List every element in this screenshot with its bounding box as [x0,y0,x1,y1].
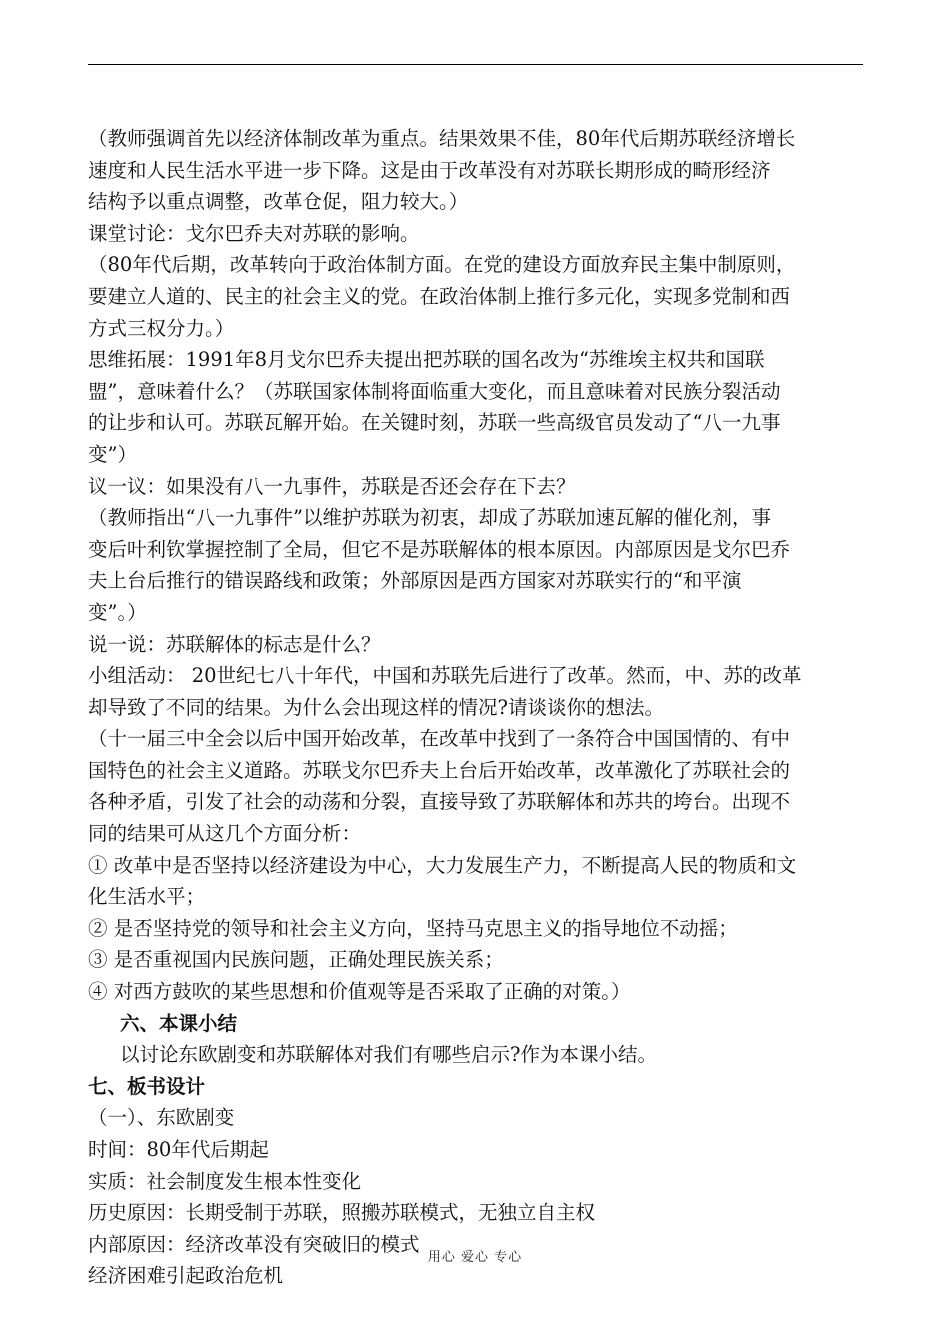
text-line: 方式三权分力。） [88,316,235,340]
text-line: （一）、东欧剧变 [88,1106,235,1130]
text-line: ③ 是否重视国内民族问题，正确处理民族关系； [88,948,504,972]
text-line: 速度和人民生活水平进一步下降。这是由于改革没有对苏联长期形成的畸形经济 [88,158,771,182]
text-line: ④ 对西方鼓吹的某些思想和价值观等是否采取了正确的对策。） [88,980,631,1004]
text-line: 的让步和认可。苏联瓦解开始。在关键时刻，苏联一些高级官员发动了“八一九事 [88,411,781,435]
text-line: 夫上台后推行的错误路线和政策；外部原因是西方国家对苏联实行的“和平演 [88,569,742,593]
text-line: 内部原因：经济改革没有突破旧的模式 [88,1232,420,1256]
page-footer: 用心 爱心 专心 [427,1250,523,1265]
text-line: 变”。） [88,600,147,624]
text-line: 化生活水平； [88,885,206,909]
text-line: 说一说：苏联解体的标志是什么？ [88,632,381,656]
section-heading: 六、本课小结 [120,1011,238,1035]
text-line: 变后叶利钦掌握控制了全局，但它不是苏联解体的根本原因。内部原因是戈尔巴乔 [88,537,791,561]
text-line: （教师强调首先以经济体制改革为重点。结果效果不佳，80年代后期苏联经济增长 [88,127,796,150]
text-line: 以讨论东欧剧变和苏联解体对我们有哪些启示?作为本课小结。 [120,1043,657,1067]
text-line: 实质：社会制度发生根本性变化 [88,1169,362,1193]
header-rule [88,64,863,65]
document-body [88,123,878,1292]
text-line: 国特色的社会主义道路。苏联戈尔巴乔夫上台后开始改革，改革激化了苏联社会的 [88,758,791,782]
text-line: （十一届三中全会以后中国开始改革，在改革中找到了一条符合中国国情的、有中 [88,727,791,751]
text-line: 历史原因：长期受制于苏联，照搬苏联模式，无独立自主权 [88,1201,596,1225]
text-line: 经济困难引起政治危机 [88,1264,284,1288]
text-line: 盟”，意味着什么？（苏联国家体制将面临重大变化，而且意味着对民族分裂活动 [88,379,781,403]
text-line: 变”） [88,442,137,466]
text-line: 却导致了不同的结果。为什么会出现这样的情况?请谈谈你的想法。 [88,695,664,719]
text-line: 各种矛盾，引发了社会的动荡和分裂，直接导致了苏联解体和苏共的垮台。出现不 [88,790,791,814]
text-line: 时间：80年代后期起 [88,1138,269,1161]
text-line: 议一议：如果没有八一九事件，苏联是否还会存在下去？ [88,474,576,498]
text-line: 要建立人道的、民主的社会主义的党。在政治体制上推行多元化，实现多党制和西 [88,284,791,308]
text-line: 同的结果可从这几个方面分析： [88,822,362,846]
text-line: 结构予以重点调整，改革仓促，阻力较大。） [88,190,469,214]
text-line: 小组活动： 20世纪七八十年代，中国和苏联先后进行了改革。然而，中、苏的改革 [88,664,802,688]
text-line: 思维拓展：1991年8月戈尔巴乔夫提出把苏联的国名改为“苏维埃主权共和国联 [88,348,765,372]
text-line: （教师指出“八一九事件”以维护苏联为初衷，却成了苏联加速瓦解的催化剂，事 [88,506,771,530]
text-line: 课堂讨论：戈尔巴乔夫对苏联的影响。 [88,221,420,245]
text-line: ① 改革中是否坚持以经济建设为中心，大力发展生产力，不断提高人民的物质和文 [88,853,797,877]
text-line: （80年代后期，改革转向于政治体制方面。在党的建设方面放弃民主集中制原则， [88,253,796,277]
section-heading: 七、板书设计 [88,1074,206,1098]
text-line: ② 是否坚持党的领导和社会主义方向，坚持马克思主义的指导地位不动摇； [88,916,738,940]
